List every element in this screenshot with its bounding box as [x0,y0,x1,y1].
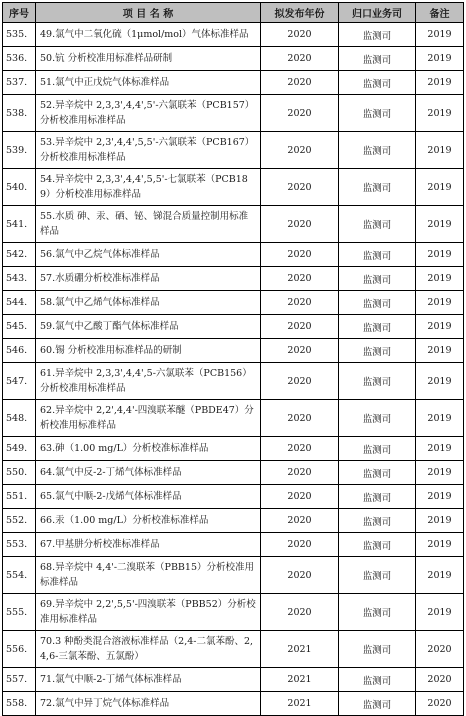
row-name: 59.氯气中乙酸丁酯气体标准样品 [36,315,261,339]
row-number: 558. [3,692,36,716]
row-note: 2020 [416,692,464,716]
table-row [3,509,464,533]
row-dept: 监测司 [339,631,416,668]
row-note: 2019 [416,243,464,267]
row-number: 535. [3,23,36,47]
row-year: 2020 [261,509,339,533]
row-year: 2020 [261,71,339,95]
row-note: 2019 [416,132,464,169]
row-note: 2019 [416,169,464,206]
row-dept: 监测司 [339,169,416,206]
row-year: 2020 [261,461,339,485]
row-dept: 监测司 [339,339,416,363]
table-row [3,132,464,169]
table-row [3,437,464,461]
row-note: 2019 [416,461,464,485]
row-number: 550. [3,461,36,485]
row-number: 537. [3,71,36,95]
row-dept: 监测司 [339,668,416,692]
table-row [3,485,464,509]
row-name: 51.氯气中正戊烷气体标准样品 [36,71,261,95]
table-row [3,668,464,692]
row-dept: 监测司 [339,291,416,315]
row-name: 53.异辛烷中 2,3',4,4',5,5'-六氯联苯（PCB167）分析校准用标准样品 [36,132,261,169]
table-row [3,71,464,95]
row-name: 71.氯气中顺-2-丁烯气体标准样品 [36,668,261,692]
row-note: 2020 [416,668,464,692]
standards-table [2,2,464,716]
row-year: 2020 [261,95,339,132]
row-note: 2019 [416,594,464,631]
table-row [3,557,464,594]
row-number: 552. [3,509,36,533]
row-name: 54.异辛烷中 2,3,3',4,4',5,5'-七氯联苯（PCB189）分析校准用标准样品 [36,169,261,206]
row-dept: 监测司 [339,692,416,716]
table-row [3,23,464,47]
row-number: 539. [3,132,36,169]
row-number: 551. [3,485,36,509]
row-note: 2019 [416,267,464,291]
row-year: 2020 [261,400,339,437]
table-row [3,692,464,716]
row-note: 2019 [416,400,464,437]
row-number: 549. [3,437,36,461]
row-dept: 监测司 [339,71,416,95]
table-row [3,169,464,206]
row-dept: 监测司 [339,206,416,243]
row-name: 64.氯气中反-2-丁烯气体标准样品 [36,461,261,485]
row-name: 58.氯气中乙烯气体标准样品 [36,291,261,315]
row-dept: 监测司 [339,594,416,631]
table-row [3,363,464,400]
row-number: 554. [3,557,36,594]
row-year: 2021 [261,692,339,716]
row-note: 2019 [416,533,464,557]
row-name: 52.异辛烷中 2,3,3',4,4',5'-六氯联苯（PCB157）分析校准用标准样品 [36,95,261,132]
row-year: 2020 [261,533,339,557]
table-row [3,400,464,437]
row-note: 2019 [416,71,464,95]
row-number: 536. [3,47,36,71]
row-dept: 监测司 [339,461,416,485]
row-number: 557. [3,668,36,692]
row-year: 2020 [261,291,339,315]
table-row [3,291,464,315]
header-year: 拟发布年份 [261,3,339,23]
row-year: 2020 [261,206,339,243]
row-year: 2020 [261,267,339,291]
header-no: 序号 [3,3,36,23]
table-row [3,267,464,291]
row-dept: 监测司 [339,485,416,509]
row-name: 49.氯气中二氧化硫（1μmol/mol）气体标准样品 [36,23,261,47]
row-note: 2019 [416,339,464,363]
row-note: 2019 [416,509,464,533]
row-name: 63.砷（1.00 mg/L）分析校准标准样品 [36,437,261,461]
row-dept: 监测司 [339,243,416,267]
row-note: 2019 [416,291,464,315]
row-number: 553. [3,533,36,557]
row-name: 66.汞（1.00 mg/L）分析校准标准样品 [36,509,261,533]
row-dept: 监测司 [339,95,416,132]
row-name: 69.异辛烷中 2,2',5,5'-四溴联苯（PBB52）分析校准用标准样品 [36,594,261,631]
row-name: 50.钪 分析校准用标准样品研制 [36,47,261,71]
row-note: 2019 [416,437,464,461]
row-year: 2020 [261,47,339,71]
row-name: 65.氯气中顺-2-戊烯气体标准样品 [36,485,261,509]
header-dept: 归口业务司 [339,3,416,23]
row-dept: 监测司 [339,557,416,594]
row-note: 2019 [416,315,464,339]
table-row [3,243,464,267]
header-name: 项 目 名 称 [36,3,261,23]
row-name: 72.氯气中异丁烷气体标准样品 [36,692,261,716]
table-row [3,206,464,243]
row-name: 56.氯气中乙烷气体标准样品 [36,243,261,267]
row-number: 546. [3,339,36,363]
header-note: 备注 [416,3,464,23]
table-row [3,315,464,339]
row-number: 541. [3,206,36,243]
row-dept: 监测司 [339,363,416,400]
row-year: 2020 [261,437,339,461]
row-number: 538. [3,95,36,132]
row-dept: 监测司 [339,400,416,437]
header-row [3,3,464,23]
row-dept: 监测司 [339,47,416,71]
row-year: 2020 [261,485,339,509]
row-dept: 监测司 [339,132,416,169]
row-year: 2020 [261,243,339,267]
row-number: 544. [3,291,36,315]
row-note: 2020 [416,631,464,668]
row-name: 68.异辛烷中 4,4'-二溴联苯（PBB15）分析校准用标准样品 [36,557,261,594]
row-name: 67.甲基肼分析校准标准样品 [36,533,261,557]
row-name: 61.异辛烷中 2,3,3',4,4',5-六氯联苯（PCB156）分析校准用标准样品 [36,363,261,400]
row-number: 547. [3,363,36,400]
row-dept: 监测司 [339,533,416,557]
row-note: 2019 [416,95,464,132]
table-row [3,339,464,363]
row-number: 545. [3,315,36,339]
table-row [3,95,464,132]
row-note: 2019 [416,363,464,400]
row-number: 543. [3,267,36,291]
row-year: 2020 [261,169,339,206]
row-name: 60.锡 分析校准用标准样品的研制 [36,339,261,363]
row-number: 540. [3,169,36,206]
row-dept: 监测司 [339,23,416,47]
row-number: 555. [3,594,36,631]
row-dept: 监测司 [339,509,416,533]
table-row [3,533,464,557]
table-row [3,594,464,631]
row-year: 2020 [261,557,339,594]
row-year: 2020 [261,315,339,339]
row-dept: 监测司 [339,315,416,339]
row-number: 542. [3,243,36,267]
table-row [3,47,464,71]
row-year: 2020 [261,23,339,47]
row-note: 2019 [416,485,464,509]
row-year: 2020 [261,594,339,631]
row-number: 548. [3,400,36,437]
row-dept: 监测司 [339,437,416,461]
row-year: 2020 [261,132,339,169]
row-note: 2019 [416,557,464,594]
table-row [3,631,464,668]
row-number: 556. [3,631,36,668]
row-year: 2020 [261,339,339,363]
row-name: 70.3 种酚类混合溶液标准样品（2,4-二氯苯酚、2,4,6-三氯苯酚、五氯酚） [36,631,261,668]
row-name: 62.异辛烷中 2,2',4,4'-四溴联苯醚（PBDE47）分析校准用标准样品 [36,400,261,437]
row-year: 2020 [261,363,339,400]
row-dept: 监测司 [339,267,416,291]
row-year: 2021 [261,668,339,692]
row-note: 2019 [416,206,464,243]
table-row [3,461,464,485]
row-name: 57.水质硼分析校准标准样品 [36,267,261,291]
row-name: 55.水质 砷、汞、硒、铋、锑混合质量控制用标准样品 [36,206,261,243]
row-note: 2019 [416,47,464,71]
row-note: 2019 [416,23,464,47]
row-year: 2021 [261,631,339,668]
